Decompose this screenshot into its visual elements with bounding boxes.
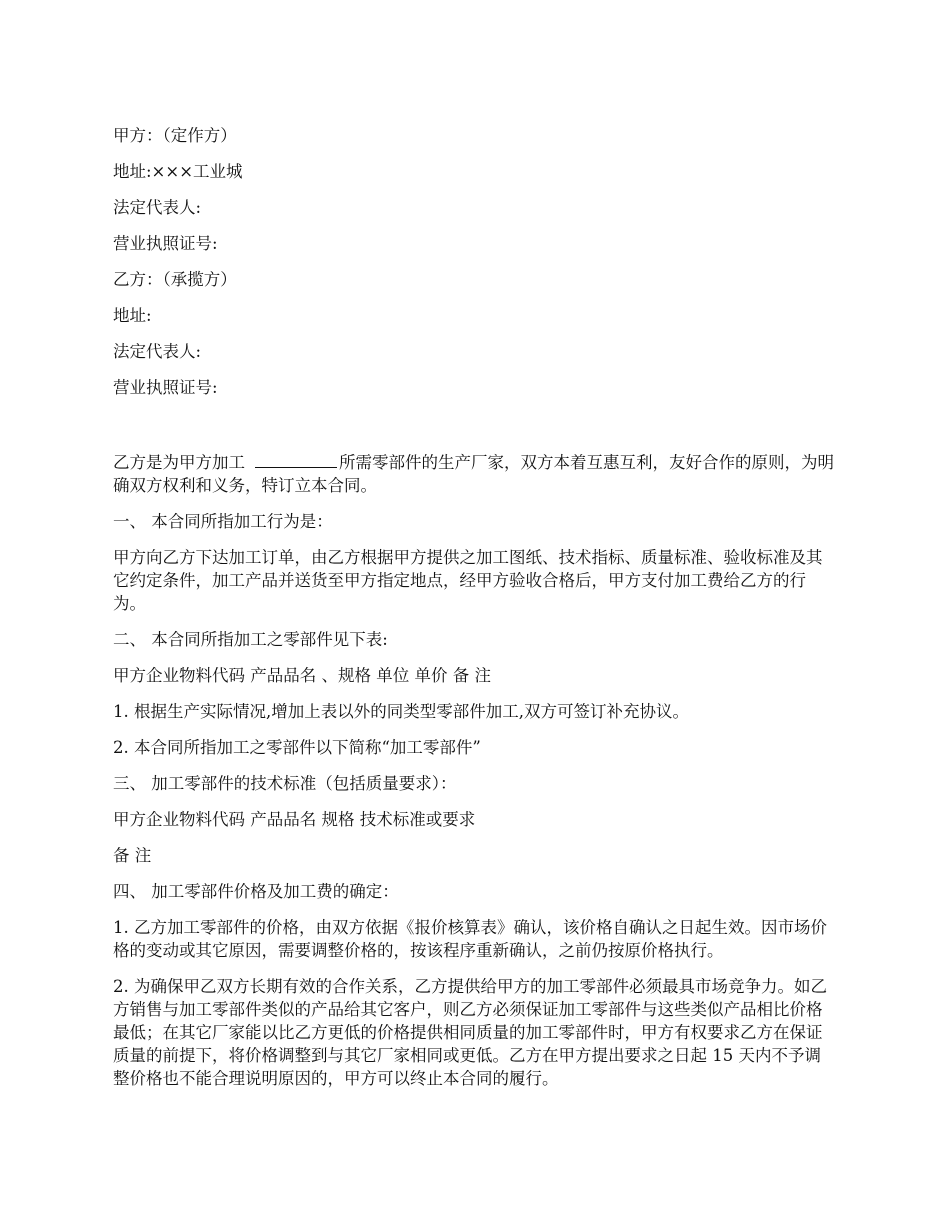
party-a-address: 地址:×××工业城 [113,162,243,181]
section-1-title: 一、 本合同所指加工行为是： [113,512,333,531]
spacer [113,412,837,450]
section-1-text: 甲方向乙方下达加工订单，由乙方根据甲方提供之加工图纸、技术指标、质量标准、验收标准及其它约定条件，加工产品并送货至甲方指定地点，经甲方验收合格后，甲方支付加工费给乙方的行为。 [113,548,823,613]
party-b-rep: 法定代表人: [113,342,202,361]
intro-paragraph [113,450,837,497]
party-info [113,124,837,399]
section-4-item-1: 1. 乙方加工零部件的价格，由双方依据《报价核算表》确认，该价格自确认之日起生效。因市场价格的变动或其它原因，需要调整价格的，按该程序重新确认，之前仍按原价格执行。 [113,918,827,960]
section-4-title: 四、 加工零部件价格及加工费的确定： [113,882,399,901]
contract-page [113,124,837,1103]
intro-after: 所需零部件的生产厂家，双方本着互惠互利，友好合作的原则，为明确双方权利和义务，特订立本合同。 [113,453,834,495]
section-2-table-header: 甲方企业物料代码 产品品名 、规格 单位 单价 备 注 [113,666,491,685]
section-2-item-2: 2. 本合同所指加工之零部件以下简称“加工零部件” [113,738,481,757]
party-b-license: 营业执照证号: [113,378,218,397]
party-b-address: 地址: [113,306,152,325]
section-3-title: 三、 加工零部件的技术标准（包括质量要求）： [113,774,457,793]
blank-underline [255,450,337,468]
party-a-rep: 法定代表人: [113,198,202,217]
section-2-item-1: 1. 根据生产实际情况,增加上表以外的同类型零部件加工,双方可签订补充协议。 [113,702,689,721]
section-4-item-2: 2. 为确保甲乙双方长期有效的合作关系，乙方提供给甲方的加工零部件必须最具市场竞争力。如乙方销售与加工零部件类似的产品给其它客户，则乙方必须保证加工零部件与这些类似产品相比价格最低；在其它厂家能以比乙方更低的价格提供相同质量的加工零部件时，甲方有权要求乙方在保证质量的前提下，将价格调整到与其它厂家相同或更低。乙方在甲方提出要求之日起 15 天内不予调整价格也不能合理说明原因的，甲方可以终止本合同的履行。 [113,977,827,1088]
section-2-title: 二、 本合同所指加工之零部件见下表: [113,630,388,649]
party-b: 乙方：（承揽方） [113,270,237,289]
section-3-table-note: 备 注 [113,846,152,865]
intro-before: 乙方是为甲方加工 [113,453,245,472]
party-a-license: 营业执照证号: [113,234,218,253]
party-a: 甲方：（定作方） [113,126,237,145]
section-3-table-header: 甲方企业物料代码 产品品名 规格 技术标准或要求 [113,810,476,829]
